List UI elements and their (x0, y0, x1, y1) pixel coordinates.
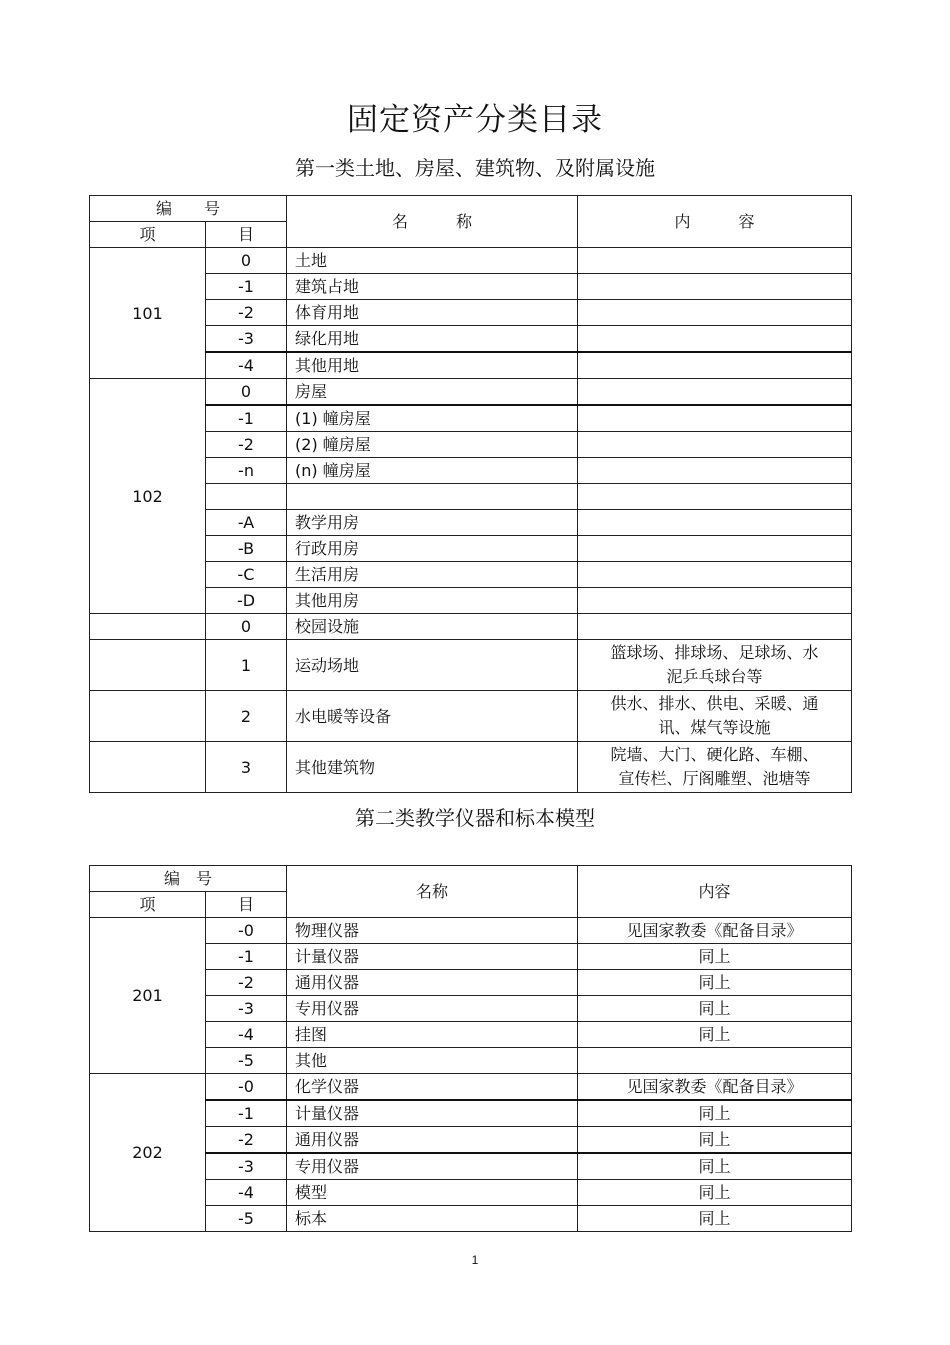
row-name: 绿化用地 (287, 326, 578, 353)
header-content: 内 容 (578, 196, 852, 248)
row-content (578, 352, 852, 379)
row-content (578, 379, 852, 406)
row-sub: -3 (206, 1153, 287, 1180)
table-row (90, 379, 852, 406)
header-name: 名称 (287, 866, 578, 918)
row-content-line: 院墙、大门、硬化路、车棚、 (610, 745, 819, 764)
group-code: 102 (90, 379, 206, 614)
section2-table (89, 865, 852, 1232)
header-code: 编 号 (90, 196, 287, 222)
row-sub: 1 (206, 640, 287, 691)
row-content (578, 1048, 852, 1074)
row-sub: 0 (206, 614, 287, 640)
row-name: 计量仪器 (287, 1100, 578, 1127)
table-row (90, 614, 852, 640)
row-name: (2) 幢房屋 (287, 432, 578, 458)
row-name: 专用仪器 (287, 996, 578, 1022)
row-sub: 3 (206, 742, 287, 793)
row-sub: -A (206, 510, 287, 536)
row-name: 模型 (287, 1180, 578, 1206)
row-name: (n) 幢房屋 (287, 458, 578, 484)
row-content: 同上 (578, 1127, 852, 1154)
row-content (578, 458, 852, 484)
row-sub: -1 (206, 944, 287, 970)
row-sub: -0 (206, 1074, 287, 1101)
row-content (578, 484, 852, 510)
row-content (578, 248, 852, 274)
row-sub: -1 (206, 1100, 287, 1127)
row-content: 同上 (578, 1180, 852, 1206)
row-name: 物理仪器 (287, 918, 578, 944)
row-name: 教学用房 (287, 510, 578, 536)
row-name: 水电暖等设备 (287, 691, 578, 742)
row-sub (206, 484, 287, 510)
row-sub: -D (206, 588, 287, 614)
section1-heading: 第一类土地、房屋、建筑物、及附属设施 (295, 156, 655, 180)
row-sub: 2 (206, 691, 287, 742)
header-sub: 目 (206, 892, 287, 918)
row-content (578, 588, 852, 614)
row-name: 建筑占地 (287, 274, 578, 300)
row-sub: -5 (206, 1206, 287, 1232)
table-header-row (90, 196, 852, 222)
group-code: 101 (90, 248, 206, 379)
row-content: 同上 (578, 970, 852, 996)
row-content (578, 326, 852, 353)
row-name: 专用仪器 (287, 1153, 578, 1180)
row-name: 其他用房 (287, 588, 578, 614)
row-name: 土地 (287, 248, 578, 274)
group-code: 202 (90, 1074, 206, 1232)
row-content: 同上 (578, 1153, 852, 1180)
row-name: 其他 (287, 1048, 578, 1074)
row-content (578, 742, 852, 793)
table-row (90, 248, 852, 274)
section2-table-body (90, 866, 852, 1232)
row-name: 挂图 (287, 1022, 578, 1048)
row-sub: -2 (206, 300, 287, 326)
table-row (90, 640, 852, 691)
row-name: 体育用地 (287, 300, 578, 326)
row-name: 化学仪器 (287, 1074, 578, 1101)
row-content (578, 691, 852, 742)
row-content: 同上 (578, 1100, 852, 1127)
table-row (90, 1074, 852, 1101)
row-content-line: 泥乒乓球台等 (666, 667, 763, 686)
row-sub: 0 (206, 379, 287, 406)
row-name: 校园设施 (287, 614, 578, 640)
table-row (90, 918, 852, 944)
row-content (578, 510, 852, 536)
row-content (578, 300, 852, 326)
row-content: 同上 (578, 1022, 852, 1048)
row-sub: -1 (206, 405, 287, 432)
header-code: 编 号 (90, 866, 287, 892)
row-content: 见国家教委《配备目录》 (578, 918, 852, 944)
table-row (90, 742, 852, 793)
row-content (578, 274, 852, 300)
table-row (90, 691, 852, 742)
group-code (90, 640, 206, 691)
row-name (287, 484, 578, 510)
row-content: 同上 (578, 1206, 852, 1232)
row-sub: -4 (206, 1180, 287, 1206)
page-number: 1 (471, 1253, 479, 1267)
row-content (578, 536, 852, 562)
section1-table-body (90, 196, 852, 793)
header-item: 项 (90, 222, 206, 248)
row-content-line: 宣传栏、厅阁雕塑、池塘等 (618, 769, 811, 788)
row-content (578, 640, 852, 691)
row-sub: -B (206, 536, 287, 562)
row-name: 运动场地 (287, 640, 578, 691)
row-sub: -3 (206, 996, 287, 1022)
row-content: 同上 (578, 996, 852, 1022)
row-sub: -2 (206, 1127, 287, 1154)
row-sub: -1 (206, 274, 287, 300)
row-sub: -C (206, 562, 287, 588)
row-content (578, 562, 852, 588)
row-name: 标本 (287, 1206, 578, 1232)
row-content (578, 405, 852, 432)
row-content-line: 篮球场、排球场、足球场、水 (610, 643, 819, 662)
row-sub: -4 (206, 352, 287, 379)
row-sub: -0 (206, 918, 287, 944)
group-code (90, 614, 206, 640)
header-content: 内容 (578, 866, 852, 918)
section1-table (89, 195, 852, 793)
row-name: 生活用房 (287, 562, 578, 588)
row-sub: -3 (206, 326, 287, 353)
row-sub: -2 (206, 970, 287, 996)
row-name: 行政用房 (287, 536, 578, 562)
row-name: 通用仪器 (287, 1127, 578, 1154)
row-content (578, 614, 852, 640)
row-name: 其他建筑物 (287, 742, 578, 793)
group-code: 201 (90, 918, 206, 1074)
row-content-line: 讯、煤气等设施 (658, 718, 771, 737)
row-content-line: 供水、排水、供电、采暖、通 (610, 694, 819, 713)
row-name: 其他用地 (287, 352, 578, 379)
row-sub: -5 (206, 1048, 287, 1074)
row-content: 见国家教委《配备目录》 (578, 1074, 852, 1101)
row-sub: -n (206, 458, 287, 484)
table-header-row (90, 866, 852, 892)
row-sub: 0 (206, 248, 287, 274)
group-code (90, 742, 206, 793)
row-content: 同上 (578, 944, 852, 970)
header-sub: 目 (206, 222, 287, 248)
row-name: (1) 幢房屋 (287, 405, 578, 432)
section2-heading: 第二类教学仪器和标本模型 (355, 806, 595, 830)
header-name: 名 称 (287, 196, 578, 248)
row-name: 房屋 (287, 379, 578, 406)
header-item: 项 (90, 892, 206, 918)
row-content (578, 432, 852, 458)
group-code (90, 691, 206, 742)
row-name: 通用仪器 (287, 970, 578, 996)
page-title: 固定资产分类目录 (347, 102, 603, 138)
row-sub: -4 (206, 1022, 287, 1048)
row-name: 计量仪器 (287, 944, 578, 970)
row-sub: -2 (206, 432, 287, 458)
